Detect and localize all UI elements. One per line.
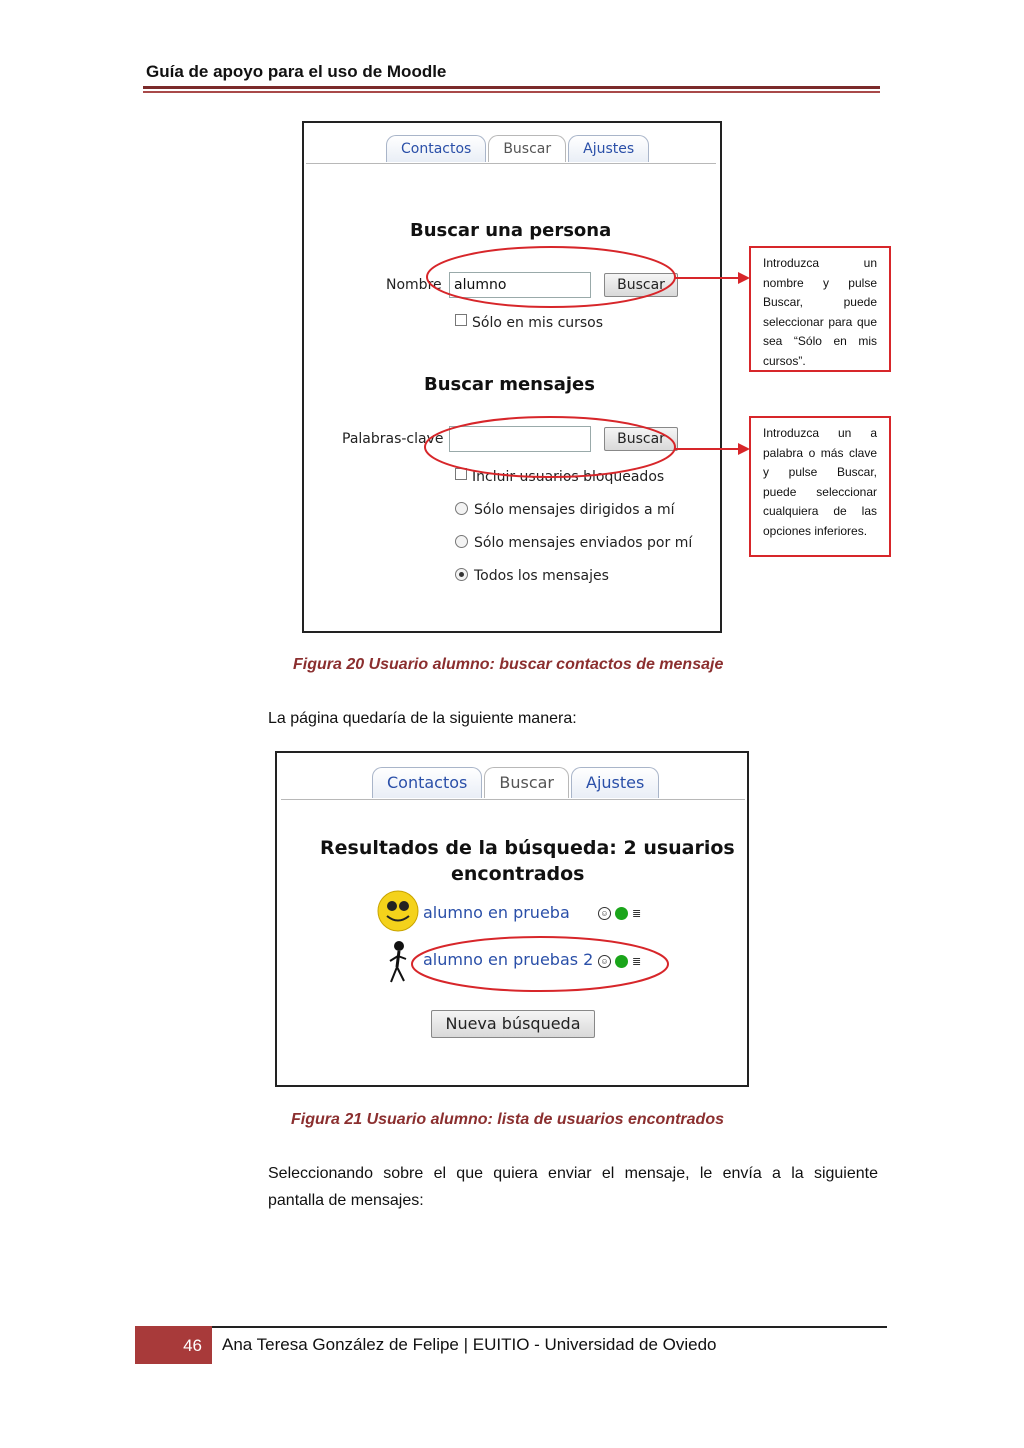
profile-icon[interactable]: ☺ [598,907,611,920]
figure-21-caption: Figura 21 Usuario alumno: lista de usuarios encontrados [291,1111,724,1128]
new-search-button[interactable]: Nueva búsqueda [431,1010,595,1038]
document-header-title: Guía de apoyo para el uso de Moodle [146,62,447,81]
tab-buscar-2[interactable]: Buscar [484,767,569,798]
name-label: Nombre [386,277,442,293]
figure-20-caption: Figura 20 Usuario alumno: buscar contactos de mensaje [293,656,724,673]
results-heading-line1: Resultados de la búsqueda: 2 usuarios [320,837,735,859]
footer-rule [212,1326,887,1328]
keywords-label: Palabras-clave [342,431,444,447]
search-person-button[interactable]: Buscar [604,273,678,297]
history-icon[interactable]: ≣ [632,956,642,968]
page-number: 46 [135,1326,212,1364]
history-icon[interactable]: ≣ [632,908,642,920]
radio-all-messages-label: Todos los mensajes [474,568,609,584]
results-heading-line2: encontrados [451,863,585,885]
radio-sent-by-me-label: Sólo mensajes enviados por mí [474,535,693,551]
tab-ajustes-2[interactable]: Ajustes [571,767,659,798]
search-messages-heading: Buscar mensajes [424,374,595,395]
tab-buscar[interactable]: Buscar [488,135,566,162]
paragraph-selection-line1: Seleccionando sobre el que quiera enviar el mensaje, le envía a la siguiente [268,1165,878,1182]
annotation-ellipse-user2 [412,937,668,991]
tab-contactos-2[interactable]: Contactos [372,767,482,798]
include-blocked-label: Incluir usuarios bloqueados [472,469,665,485]
search-messages-button[interactable]: Buscar [604,427,678,451]
search-person-heading: Buscar una persona [410,220,612,241]
paragraph-intro: La página quedaría de la siguiente manera: [268,710,577,727]
tab-contactos[interactable]: Contactos [386,135,486,162]
radio-sent-to-me-label: Sólo mensajes dirigidos a mí [474,502,675,518]
paragraph-selection-line2: pantalla de mensajes: [268,1192,424,1209]
tab-ajustes[interactable]: Ajustes [568,135,649,162]
profile-icon[interactable]: ☺ [598,955,611,968]
user-link-alumno-en-pruebas-2[interactable]: alumno en pruebas 2 [423,950,594,969]
name-input[interactable]: alumno [449,272,591,298]
callout-search-person: Introduzca un nombre y pulse Buscar, puede seleccionar para que sea “Sólo en mis cursos”. [749,246,891,372]
only-my-courses-label: Sólo en mis cursos [472,315,604,331]
callout-search-messages: Introduzca un a palabra o más clave y pulse Buscar, puede seleccionar cualquiera de las opciones inferiores. [749,416,891,557]
footer-text: Ana Teresa González de Felipe | EUITIO - Universidad de Oviedo [222,1335,717,1354]
user-link-alumno-en-prueba[interactable]: alumno en prueba [423,903,570,922]
